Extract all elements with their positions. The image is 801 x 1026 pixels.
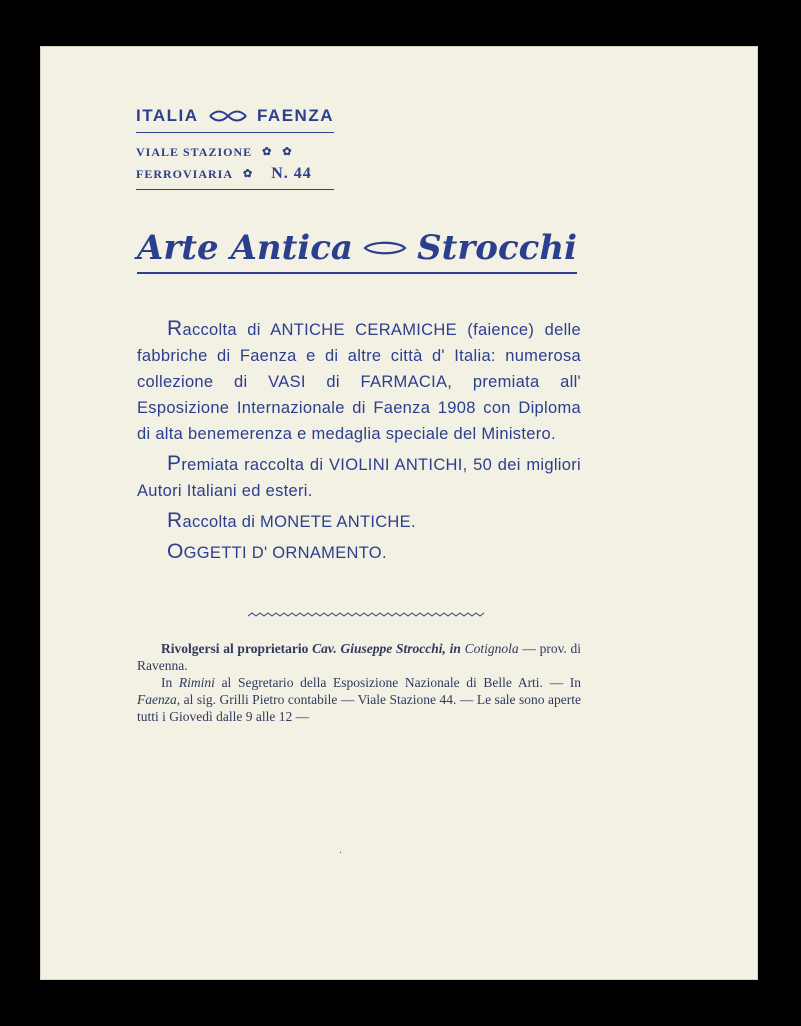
- fleuron-icon: ✿: [243, 168, 254, 180]
- initial-letter: O: [167, 540, 184, 563]
- paragraph-ceramics: Raccolta di ANTICHE CERAMICHE (faience) delle fabbriche di Faenza e di altre città d' Italia: numerosa collezione di VASI di FARMACIA, premiata all' Esposizione Internazionale di Faenza 1908 con Diploma di alta benemerenza e medaglia speciale del Ministero.: [137, 317, 581, 443]
- footer-owner: Rivolgersi al proprietario Cav. Giuseppe Strocchi, in Cotignola — prov. di Ravenna.: [137, 641, 582, 673]
- initial-letter: R: [167, 317, 183, 340]
- paragraph-violins: Premiata raccolta di VIOLINI ANTICHI, 50 dei migliori Autori Italiani ed esteri.: [137, 452, 581, 500]
- letterhead-title: [136, 106, 334, 133]
- address-number: N. 44: [271, 165, 312, 182]
- footer-contacts: In Rimini al Segretario della Esposizione Nazionale di Belle Arti. — In Faenza, al sig. Grilli Pietro contabile — Viale Stazione 44. — Le sale sono aperte tutti i Giovedì dalle 9 alle 12 —: [137, 675, 581, 724]
- letterhead-city: FAENZA: [256, 106, 334, 125]
- document-title: [137, 228, 577, 274]
- knot-ornament-icon: [208, 110, 248, 122]
- address-street-2: FERROVIARIA: [136, 167, 234, 181]
- letterhead: [136, 106, 334, 190]
- paper-mark: ·: [339, 848, 343, 859]
- contact-footer: [137, 640, 581, 725]
- letterhead-address: [136, 141, 334, 190]
- fleuron-icon: ✿: [262, 146, 273, 158]
- title-strocchi: Strocchi: [417, 228, 577, 268]
- paragraph-coins: Raccolta di MONETE ANTICHE.: [167, 509, 416, 532]
- paragraph-ornaments: OGGETTI D' ORNAMENTO.: [167, 540, 387, 563]
- document-body: [137, 316, 581, 566]
- oval-link-icon: [362, 240, 408, 256]
- initial-letter: P: [167, 452, 182, 475]
- letterhead-country: ITALIA: [136, 106, 199, 125]
- wave-divider: [248, 611, 484, 621]
- title-arte-antica: Arte Antica: [137, 228, 353, 268]
- address-street-1: VIALE STAZIONE: [136, 145, 253, 159]
- initial-letter: R: [167, 509, 183, 532]
- fleuron-icon: ✿: [282, 146, 293, 158]
